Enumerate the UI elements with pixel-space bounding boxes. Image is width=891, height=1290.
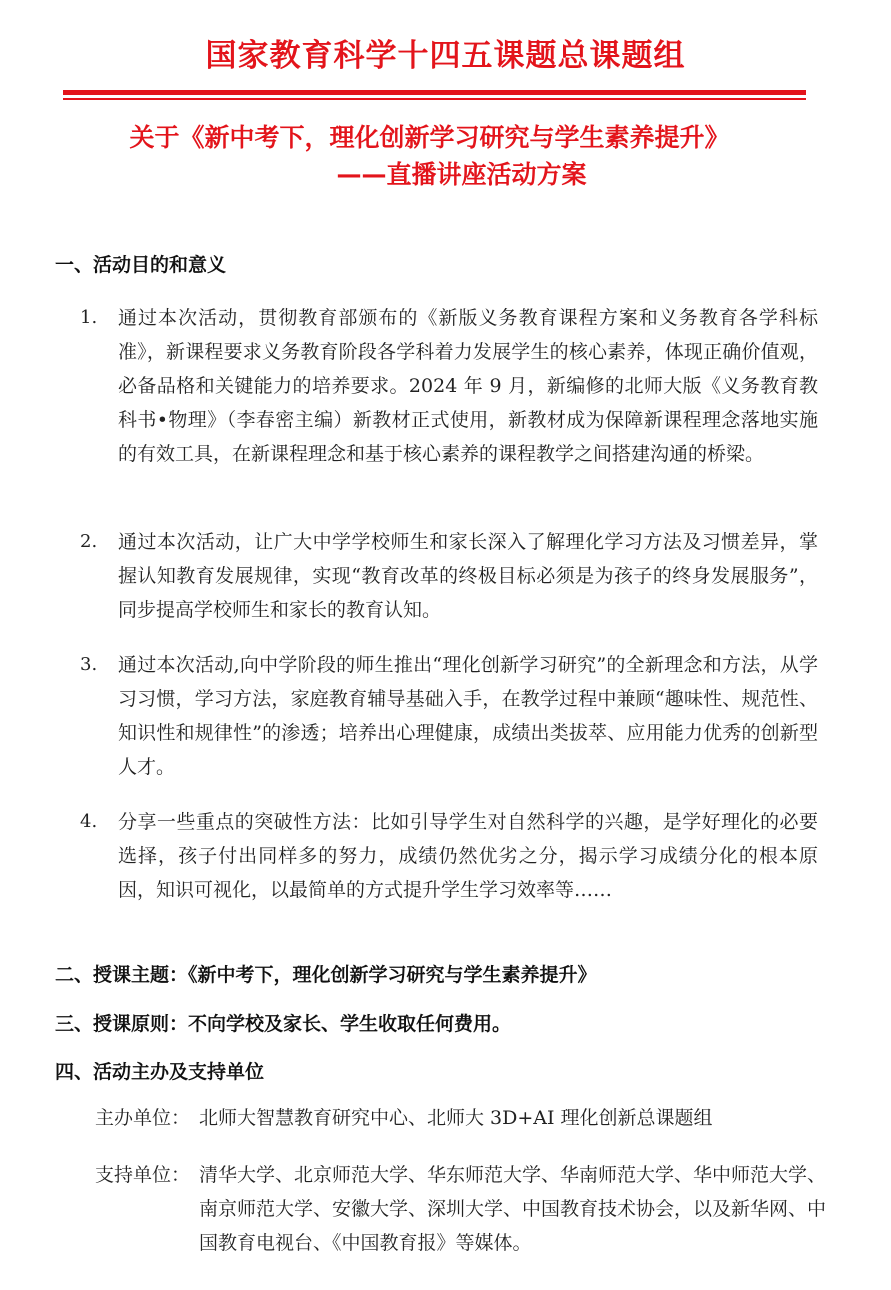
- list-item-text: 通过本次活动,向中学阶段的师生推出“理化创新学习研究”的全新理念和方法，从学习习惯，学习方法，家庭教育辅导基础入手，在教学过程中兼顾“趣味性、规范性、知识性和规律性”的渗透；培养出心理健康，成绩出类拔萃、应用能力优秀的创新型人才。: [118, 654, 818, 778]
- support-units-value: 清华大学、北京师范大学、华东师范大学、华南师范大学、华中师范大学、南京师范大学、安徽大学、深圳大学、中国教育技术协会，以及新华网、中国教育电视台、《中国教育报》等媒体。: [199, 1164, 827, 1254]
- list-item-text: 分享一些重点的突破性方法：比如引导学生对自然科学的兴趣，是学好理化的必要选择，孩子付出同样多的努力，成绩仍然优劣之分，揭示学习成绩分化的根本原因，知识可视化，以最简单的方式提升学生学习效率等……: [118, 811, 818, 901]
- list-item-text: 通过本次活动，让广大中学学校师生和家长深入了解理化学习方法及习惯差异，掌握认知教育发展规律，实现“教育改革的终极目标必须是为孩子的终身发展服务”，同步提高学校师生和家长的教育认知。: [118, 531, 818, 621]
- list-item-number: 2.: [80, 531, 98, 552]
- list-item-number: 3.: [80, 654, 98, 675]
- list-item-text: 通过本次活动，贯彻教育部颁布的《新版义务教育课程方案和义务教育各学科标准》，新课程要求义务教育阶段各学科着力发展学生的核心素养，体现正确价值观，必备品格和关键能力的培养要求。2024 年 9 月，新编修的北师大版《义务教育教科书•物理》（李春密主编）新教材正式使用，新教材成为保障新课程理念落地实施的有效工具，在新课程理念和基于核心素养的课程教学之间搭建沟通的桥梁。: [118, 307, 818, 465]
- section-3-heading: 三、授课原则：不向学校及家长、学生收取任何费用。: [55, 1013, 512, 1035]
- host-units-value: 北师大智慧教育研究中心、北师大 3D+AI 理化创新总课题组: [199, 1107, 713, 1129]
- header-rule-thin: [63, 98, 806, 100]
- host-units-label: 主办单位：: [95, 1107, 191, 1129]
- org-title: 国家教育科学十四五课题总课题组: [205, 38, 686, 74]
- document-title-line2: ——直播讲座活动方案: [336, 160, 587, 189]
- section-2-heading: 二、授课主题：《新中考下，理化创新学习研究与学生素养提升》: [55, 964, 597, 986]
- document-title-line1: 关于《新中考下，理化创新学习研究与学生素养提升》: [129, 123, 730, 152]
- list-item-number: 4.: [80, 811, 98, 832]
- support-units-label: 支持单位：: [95, 1164, 191, 1186]
- section-4-heading: 四、活动主办及支持单位: [55, 1061, 265, 1083]
- list-item-number: 1.: [80, 307, 98, 328]
- header-rule-thick: [63, 90, 806, 95]
- section-1-heading: 一、活动目的和意义: [55, 254, 227, 276]
